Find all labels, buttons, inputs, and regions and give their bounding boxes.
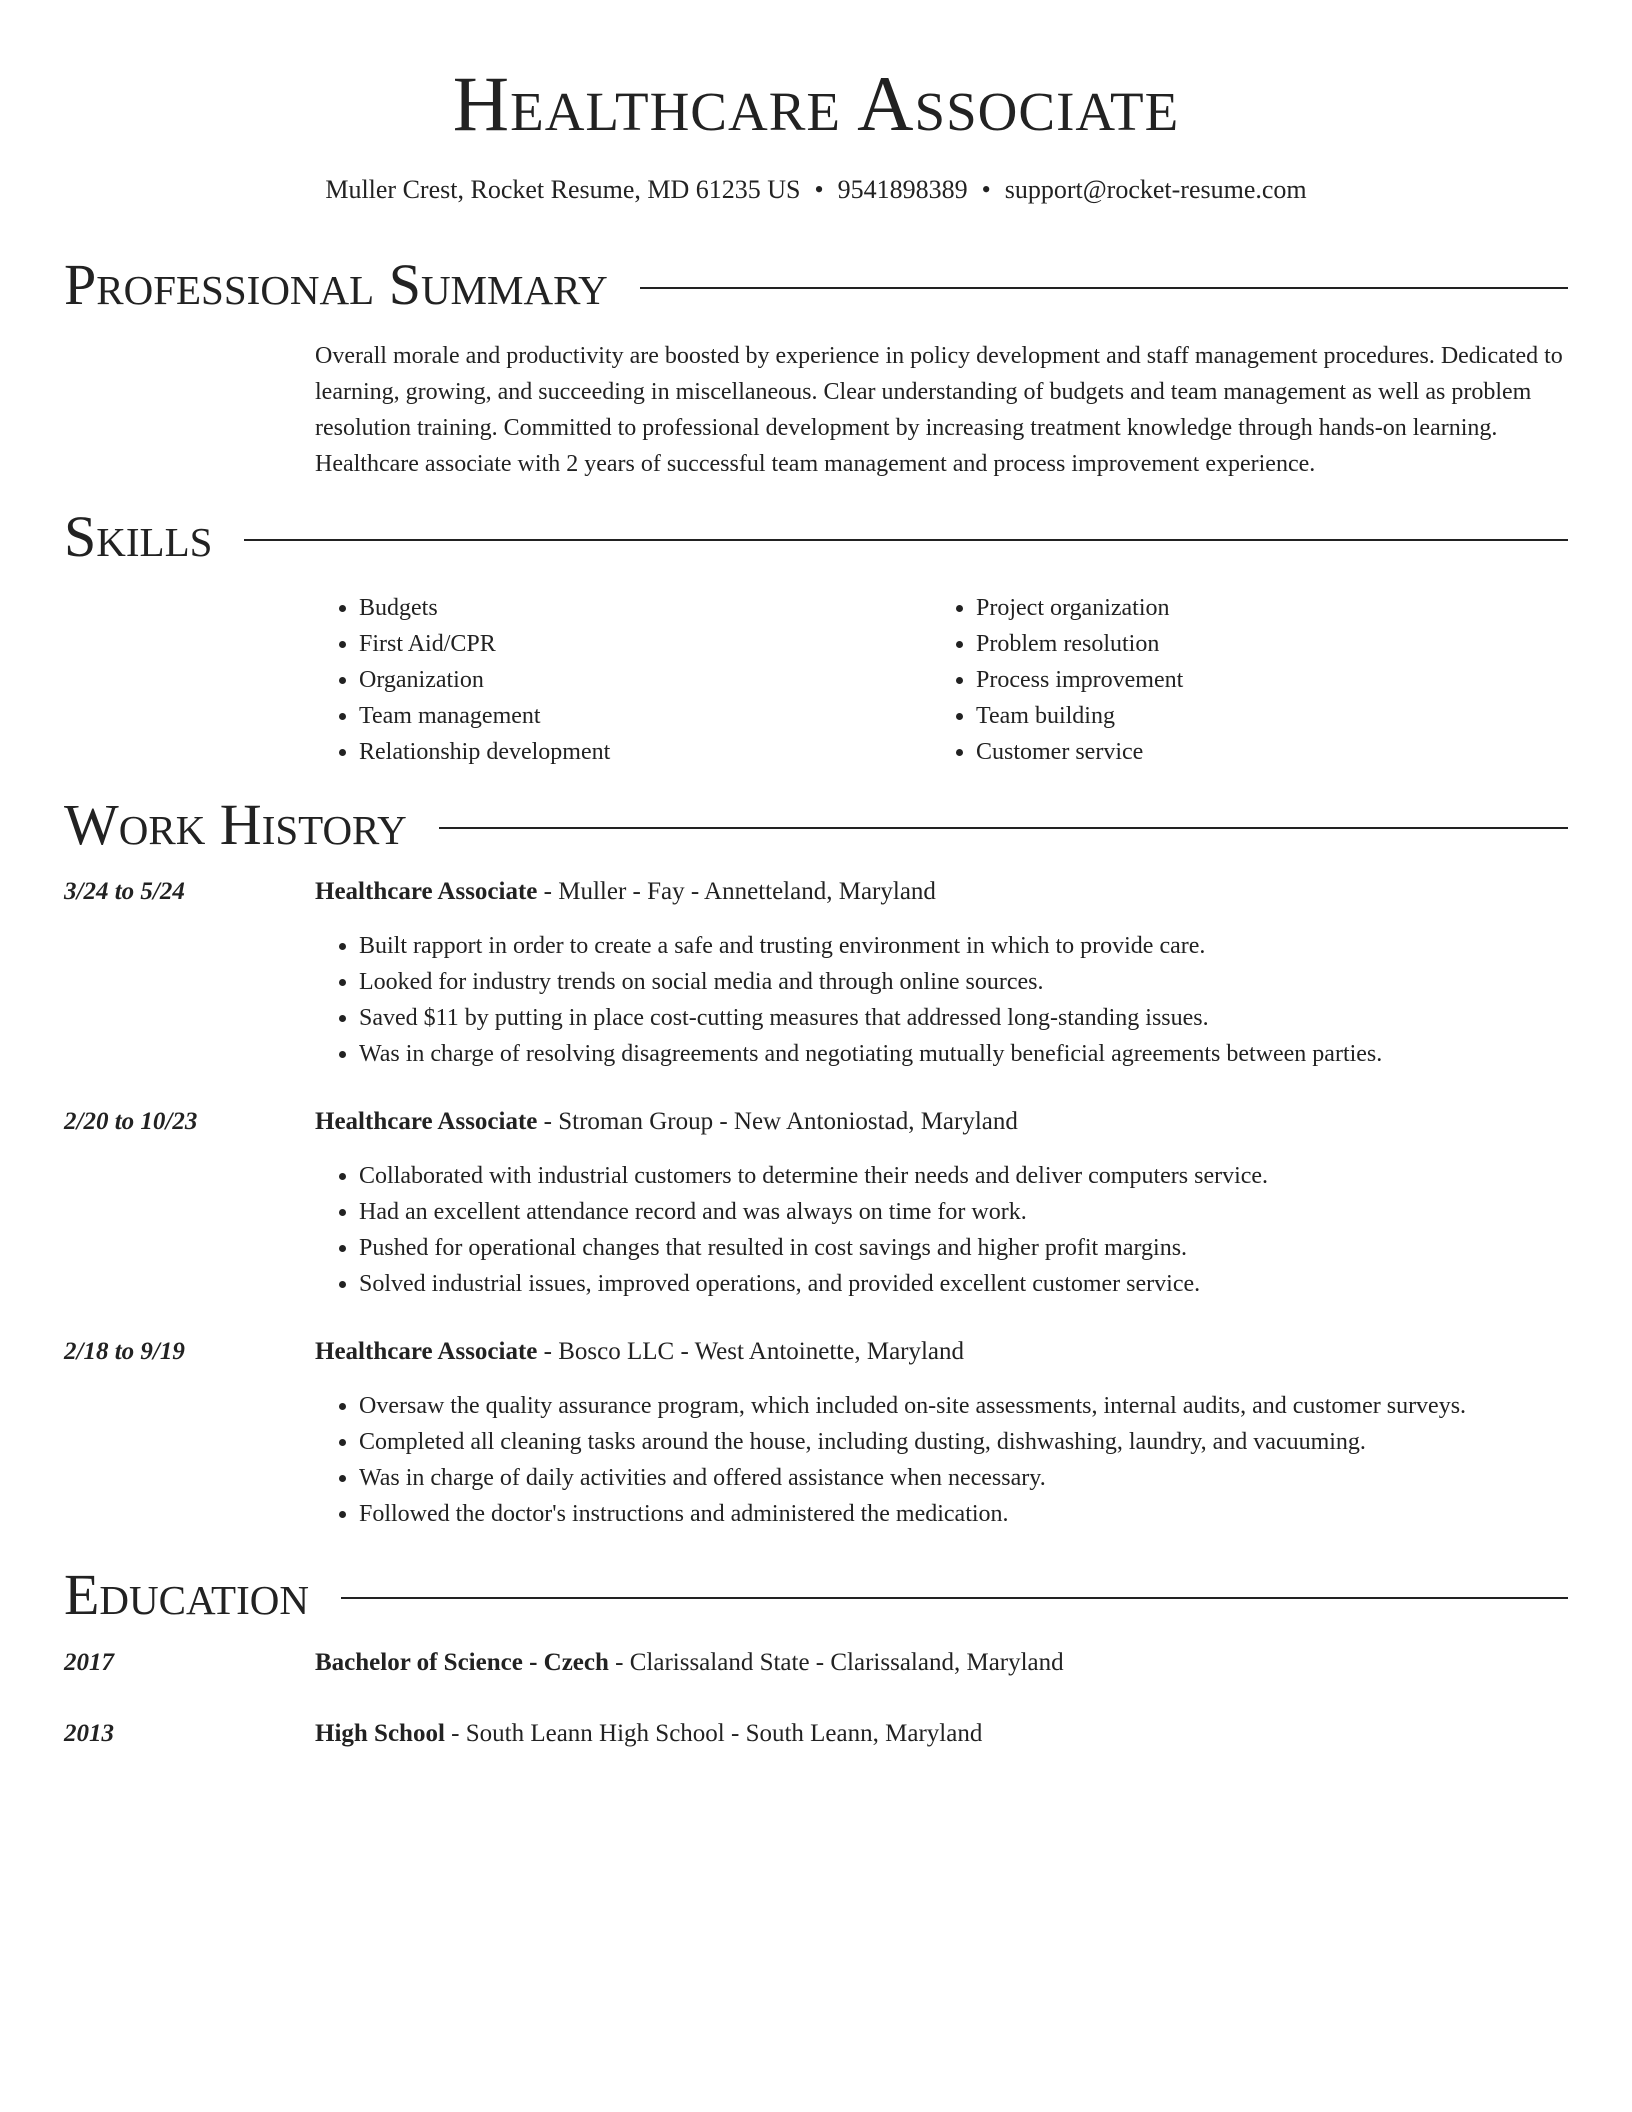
- job-dates: 2/18 to 9/19: [64, 1338, 185, 1365]
- job-dates: 2/20 to 10/23: [64, 1108, 198, 1135]
- job-bullet: • Completed all cleaning tasks around the house, including dusting, dishwashing, laundry, and vacuuming.: [359, 1424, 1615, 1460]
- job-role: Healthcare Associate: [315, 878, 538, 905]
- section-title: Professional Summary: [64, 252, 608, 317]
- job-bullet: • Oversaw the quality assurance program, which included on-site assessments, internal audits, and customer surveys.: [359, 1388, 1615, 1424]
- job-details: - Stroman Group - New Antoniostad, Maryland: [537, 1108, 1018, 1135]
- skill-item: • Budgets: [359, 590, 919, 626]
- job-role: Healthcare Associate: [315, 1108, 538, 1135]
- section-header-education: [64, 1564, 1568, 1626]
- job-bullet: • Collaborated with industrial customers to determine their needs and deliver computers service.: [359, 1158, 1615, 1194]
- contact-separator: •: [981, 175, 991, 204]
- section-header-summary: [64, 254, 1568, 316]
- education-details: - Clarissaland State - Clarissaland, Maryland: [608, 1649, 1064, 1676]
- skill-item: • Customer service: [976, 734, 1536, 770]
- resume-name: Healthcare Associate: [452, 60, 1180, 147]
- education-entry: [315, 1716, 1571, 1752]
- section-divider: [341, 1597, 1568, 1599]
- job-heading: [315, 1104, 1571, 1140]
- skills-list-left: [315, 590, 919, 770]
- skill-item: • Team building: [976, 698, 1536, 734]
- education-year: 2013: [64, 1720, 114, 1747]
- skill-item: • Team management: [359, 698, 919, 734]
- job-bullet: • Was in charge of resolving disagreements and negotiating mutually beneficial agreements between parties.: [359, 1036, 1615, 1072]
- summary-text: Overall morale and productivity are boosted by experience in policy development and staff management procedures. Dedicated to learning, growing, and succeeding in miscellaneous. Clear understanding of budgets and team management as well as problem resolution training. Committed to professional development by increasing treatment knowledge through hands-on learning. Healthcare associate with 2 years of successful team management and process improvement experience.: [315, 343, 1563, 477]
- job-bullets: [315, 1158, 1615, 1302]
- job-details: - Bosco LLC - West Antoinette, Maryland: [537, 1338, 965, 1365]
- job-bullet: • Looked for industry trends on social media and through online sources.: [359, 964, 1615, 1000]
- contact-phone: 9541898389: [837, 175, 968, 204]
- contact-line: [0, 172, 1632, 208]
- job-bullet: • Had an excellent attendance record and was always on time for work.: [359, 1194, 1615, 1230]
- section-title: Skills: [64, 504, 213, 569]
- contact-separator: •: [814, 175, 824, 204]
- job-heading: [315, 874, 1571, 910]
- job-bullet: • Pushed for operational changes that resulted in cost savings and higher profit margins.: [359, 1230, 1615, 1266]
- education-degree: High School: [315, 1720, 445, 1747]
- skills-list-right: [932, 590, 1536, 770]
- section-title: Education: [64, 1562, 309, 1627]
- job-bullet: • Followed the doctor's instructions and administered the medication.: [359, 1496, 1615, 1532]
- skill-item: • Relationship development: [359, 734, 919, 770]
- skill-item: • Problem resolution: [976, 626, 1536, 662]
- skill-item: • Project organization: [976, 590, 1536, 626]
- education-details: - South Leann High School - South Leann, Maryland: [444, 1720, 983, 1747]
- section-header-skills: [64, 506, 1568, 568]
- education-entry: [315, 1645, 1571, 1681]
- job-bullet: • Saved $11 by putting in place cost-cutting measures that addressed long-standing issues.: [359, 1000, 1615, 1036]
- education-year: 2017: [64, 1649, 114, 1676]
- contact-email: support@rocket-resume.com: [1004, 175, 1307, 204]
- section-divider: [244, 539, 1568, 541]
- job-dates: 3/24 to 5/24: [64, 878, 185, 905]
- job-bullet: • Was in charge of daily activities and offered assistance when necessary.: [359, 1460, 1615, 1496]
- job-bullets: [315, 928, 1615, 1072]
- skill-item: • Organization: [359, 662, 919, 698]
- skill-item: • First Aid/CPR: [359, 626, 919, 662]
- skill-item: • Process improvement: [976, 662, 1536, 698]
- section-header-work-history: [64, 794, 1568, 856]
- section-divider: [439, 827, 1568, 829]
- contact-address: Muller Crest, Rocket Resume, MD 61235 US: [325, 175, 801, 204]
- section-divider: [640, 287, 1568, 289]
- job-heading: [315, 1334, 1571, 1370]
- job-bullets: [315, 1388, 1615, 1532]
- education-degree: Bachelor of Science - Czech: [315, 1649, 609, 1676]
- job-bullet: • Built rapport in order to create a safe and trusting environment in which to provide care.: [359, 928, 1615, 964]
- section-title: Work History: [64, 792, 407, 857]
- job-role: Healthcare Associate: [315, 1338, 538, 1365]
- job-bullet: • Solved industrial issues, improved operations, and provided excellent customer service.: [359, 1266, 1615, 1302]
- job-details: - Muller - Fay - Annetteland, Maryland: [537, 878, 936, 905]
